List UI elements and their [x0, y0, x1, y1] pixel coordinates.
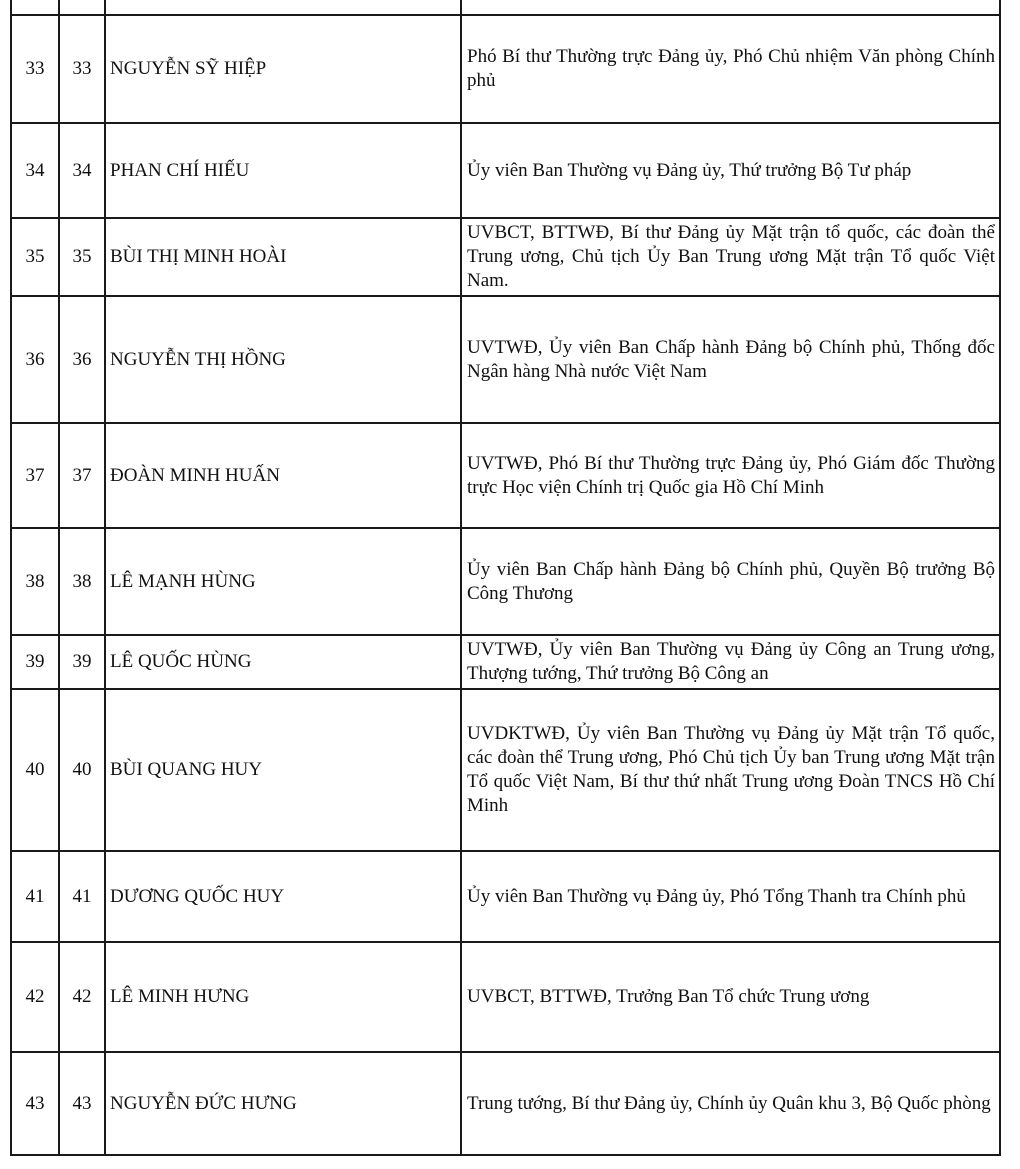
stt-cell: 34: [11, 123, 59, 218]
table-row: [11, 1052, 1000, 1155]
position-cell: [461, 218, 1000, 296]
stt-cell: 35: [11, 218, 59, 296]
stt-cell: 36: [11, 296, 59, 423]
index-cell: 38: [59, 528, 105, 635]
name-cell: [105, 0, 461, 15]
name-cell: NGUYỄN ĐỨC HƯNG: [105, 1052, 461, 1155]
name-cell: LÊ MINH HƯNG: [105, 942, 461, 1052]
table-row: [11, 851, 1000, 942]
index-cell: 40: [59, 689, 105, 851]
position-text: Ủy viên Ban Thường vụ Đảng ủy, Phó Tổng Thanh tra Chính phủ: [467, 885, 966, 907]
position-cell: [461, 635, 1000, 689]
name-cell: BÙI QUANG HUY: [105, 689, 461, 851]
table-row: [11, 218, 1000, 296]
position-text: UVTWĐ, Phó Bí thư Thường trực Đảng ủy, Phó Giám đốc Thường trực Học viện Chính trị Quốc gia Hồ Chí Minh: [467, 452, 995, 498]
name-cell: DƯƠNG QUỐC HUY: [105, 851, 461, 942]
name-cell: NGUYỄN THỊ HỒNG: [105, 296, 461, 423]
position-cell: [461, 689, 1000, 851]
position-cell: [461, 942, 1000, 1052]
stt-cell: 33: [11, 15, 59, 123]
position-cell: [461, 1052, 1000, 1155]
position-cell: [461, 528, 1000, 635]
table-row: [11, 689, 1000, 851]
index-cell: 42: [59, 942, 105, 1052]
name-cell: LÊ MẠNH HÙNG: [105, 528, 461, 635]
name-cell: PHAN CHÍ HIẾU: [105, 123, 461, 218]
position-cell: [461, 15, 1000, 123]
position-cell: [461, 296, 1000, 423]
stt-cell: 39: [11, 635, 59, 689]
position-cell: [461, 851, 1000, 942]
table-row: [11, 528, 1000, 635]
position-cell: [461, 123, 1000, 218]
personnel-table: [10, 0, 1001, 1156]
index-cell: 35: [59, 218, 105, 296]
index-cell: [59, 0, 105, 15]
table-row: [11, 123, 1000, 218]
table-row: [11, 15, 1000, 123]
name-cell: LÊ QUỐC HÙNG: [105, 635, 461, 689]
position-text: UVBCT, BTTWĐ, Trưởng Ban Tổ chức Trung ương: [467, 986, 870, 1007]
position-text: UVTWĐ, Ủy viên Ban Thường vụ Đảng ủy Công an Trung ương, Thượng tướng, Thứ trưởng Bộ Công an: [467, 639, 995, 684]
name-cell: ĐOÀN MINH HUẤN: [105, 423, 461, 528]
position-text: UVBCT, BTTWĐ, Bí thư Đảng ủy Mặt trận tổ quốc, các đoàn thể Trung ương, Chủ tịch Ủy Ban Trung ương Mặt trận Tổ quốc Việt Nam.: [467, 222, 995, 291]
position-text: Phó Bí thư Thường trực Đảng ủy, Phó Chủ nhiệm Văn phòng Chính phủ: [467, 46, 995, 91]
index-cell: 37: [59, 423, 105, 528]
index-cell: 34: [59, 123, 105, 218]
table-row: [11, 296, 1000, 423]
position-cell: [461, 0, 1000, 15]
stt-cell: 40: [11, 689, 59, 851]
index-cell: 36: [59, 296, 105, 423]
position-cell: [461, 423, 1000, 528]
stt-cell: 38: [11, 528, 59, 635]
name-cell: BÙI THỊ MINH HOÀI: [105, 218, 461, 296]
index-cell: 41: [59, 851, 105, 942]
position-text: Trung tướng, Bí thư Đảng ủy, Chính ủy Quân khu 3, Bộ Quốc phòng: [467, 1092, 991, 1114]
position-text: Ủy viên Ban Chấp hành Đảng bộ Chính phủ, Quyền Bộ trưởng Bộ Công Thương: [467, 558, 995, 604]
name-cell: NGUYỄN SỸ HIỆP: [105, 15, 461, 123]
stt-cell: 37: [11, 423, 59, 528]
stt-cell: 42: [11, 942, 59, 1052]
position-text: UVTWĐ, Ủy viên Ban Chấp hành Đảng bộ Chính phủ, Thống đốc Ngân hàng Nhà nước Việt Nam: [467, 336, 995, 382]
index-cell: 33: [59, 15, 105, 123]
table-row: [11, 942, 1000, 1052]
position-text: Ủy viên Ban Thường vụ Đảng ủy, Thứ trưởng Bộ Tư pháp: [467, 159, 912, 181]
stt-cell: 43: [11, 1052, 59, 1155]
table-row: [11, 635, 1000, 689]
stt-cell: 41: [11, 851, 59, 942]
stt-cell: [11, 0, 59, 15]
table-row-top-fragment: [11, 0, 1000, 15]
table-row: [11, 423, 1000, 528]
index-cell: 43: [59, 1052, 105, 1155]
position-text: UVDKTWĐ, Ủy viên Ban Thường vụ Đảng ủy Mặt trận Tổ quốc, các đoàn thể Trung ương, Phó Chủ tịch Ủy ban Trung ương Mặt trận Tổ quốc Việt Nam, Bí thư thứ nhất Trung ương Đoàn TNCS Hồ Chí Minh: [467, 723, 995, 816]
index-cell: 39: [59, 635, 105, 689]
